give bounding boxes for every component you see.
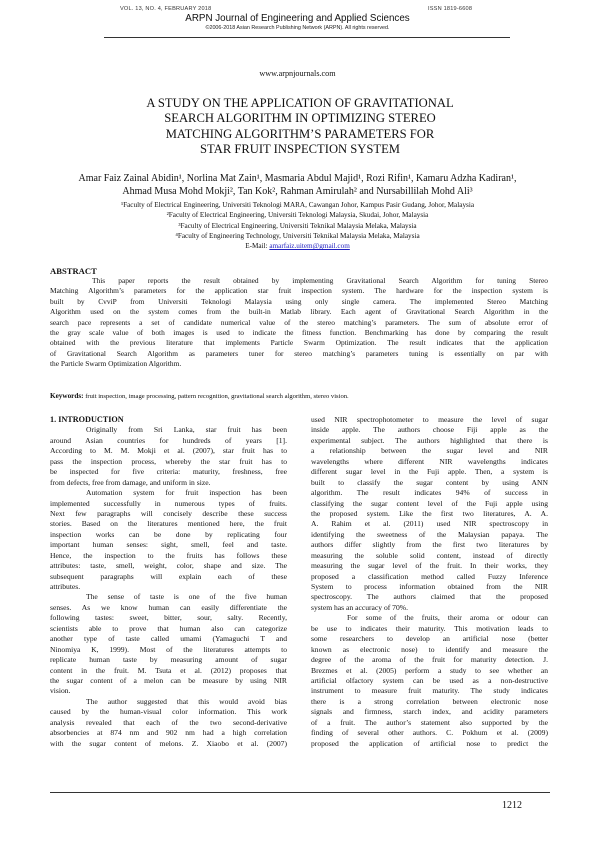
text-line: wavelengths where different NIR wavelengths indicates [311, 456, 548, 466]
text-line: Brezmes et al. (2005) perform a study to see whether an [311, 665, 548, 675]
email-link[interactable]: amarfaiz.uitem@gmail.com [269, 242, 350, 251]
text-line: Originally from Sri Lanka, star fruit has been [86, 425, 287, 435]
abstract-line: obtained with the previous literature that implements Particle Swarm Optimization. The result indicates that the application [50, 338, 548, 348]
affiliation-line: ²Faculty of Electrical Engineering, Universiti Teknologi Malaysia, Skudai, Johor, Malaysia [166, 211, 429, 220]
affiliation-line: ¹Faculty of Electrical Engineering, Universiti Teknologi MARA, Cawangan Johor, Kampus Pasir Gudang, Johor, Malaysia [120, 201, 475, 209]
abstract-line: Matching Algorithm’s parameters for the application star fruit inspection system. The hardware for the inspection system is [50, 286, 548, 296]
footer-divider [50, 792, 550, 793]
title-line: STAR FRUIT INSPECTION SYSTEM [200, 142, 400, 157]
copyright-notice: ©2006-2018 Asian Research Publishing Network (ARPN). All rights reserved. [205, 25, 390, 31]
text-line: For some of the fruits, their aroma or odour can [347, 613, 548, 623]
text-line: Ninomiya K, 1999). Most of the literatures attempts to [50, 644, 287, 654]
title-line: A STUDY ON THE APPLICATION OF GRAVITATIONAL [146, 96, 454, 110]
text-line: experimental subject. The authors highlighted that there is [311, 435, 548, 445]
text-line: measuring the sugar level of the fruit. In their works, they [311, 561, 548, 571]
text-line: scientists able to prove that human also can categorize [50, 623, 287, 633]
text-line: artificial olfactory system can be used as a non-destructive [311, 675, 548, 685]
text-line: some researchers to develop an artificial nose (better [311, 634, 548, 644]
text-line: classifying the sugar content level of the Fuji apple using [311, 498, 548, 508]
abstract-line: the Particle Swarm Optimization Algorithm. [50, 359, 182, 369]
text-line: the sugar content of a melon can be measure by using NIR [50, 675, 287, 685]
text-line: a relationship between the sugar level and NIR [311, 446, 548, 456]
text-line: According to M. M. Mokji et al. (2007), star fruit has to [50, 446, 287, 456]
abstract-heading: ABSTRACT [50, 266, 97, 276]
text-line: The sense of taste is one of the five human [86, 592, 287, 602]
text-line: identifying the sweetness of the Malaysian papaya. The [311, 529, 548, 539]
text-line: Automation system for fruit inspection has been [86, 488, 287, 498]
email-label: E-Mail: [245, 242, 270, 251]
text-line: senses. As we know human can easily differentiate the [50, 602, 287, 612]
keywords [50, 392, 349, 400]
text-line: inspection works can be done by replicating four [50, 529, 287, 539]
text-line: of a fruit. The author’s statement also supported by the [311, 717, 548, 727]
text-line: inside apple. The authors choose Fiji apple as the [311, 425, 548, 435]
text-line: different sugar level in the Fuji apple. Then, a system is [311, 467, 548, 477]
text-line: important human senses: sight, smell, feel and taste. [50, 540, 287, 550]
text-line: pass the inspection process, whereby the star fruit has to [50, 456, 287, 466]
text-line: measuring the soluble solid content, instead of directly [311, 550, 548, 560]
text-line: System to process information obtained from the NIR [311, 582, 548, 591]
page-number: 1212 [502, 800, 522, 811]
text-line: from defects, free from damage, and uniform in size. [50, 477, 211, 487]
text-line: absorbencies at 874 nm and 902 nm had a high correlation [50, 728, 287, 738]
text-line: the proposed system. Like the first two literatures, A. A. [311, 508, 548, 518]
text-line: Hence, the inspection to the fruits has follows these [50, 550, 287, 560]
text-line: with the sugar content of melons. Z. Xiaobo et al. (2007) [50, 738, 287, 748]
abstract-line: built by CvviP from Universiti Teknologi Malaysia using only single camera. The implemented Stereo Matching [50, 296, 548, 306]
text-line: The author suggested that this would avoid bias [86, 696, 287, 706]
affiliation-line: ⁴Faculty of Engineering Technology, Universiti Teknikal Malaysia Melaka, Malaysia [175, 231, 420, 240]
text-line: stories. Based on the literatures mentioned here, the fruit [50, 519, 287, 529]
text-line: proposed the application of artificial nose to predict the [311, 738, 548, 748]
text-line: analysis revealed that each of the two second-derivative [50, 717, 287, 727]
text-line: proposed a classification method called Fuzzy Inference [311, 571, 548, 581]
text-line: degree of the aroma of the fruit for maturity detection. J. [311, 655, 548, 665]
affiliation-line: ³Faculty of Electrical Engineering, Universiti Teknikal Malaysia Melaka, Malaysia [178, 221, 417, 230]
left-column [50, 415, 287, 749]
abstract-line: Algorithm used on the system comes from the built-in Matlab library. Each agent of Gravitational Search Algorithm in the [50, 307, 548, 317]
text-line: be use to indicates their maturity. This motivation leads to [311, 623, 548, 633]
abstract-line: search pace represents a set of candidate numerical value of the stereo matching’s parameters. The sum of absolute error of [50, 317, 548, 327]
keywords-label: Keywords: [50, 392, 84, 400]
journal-name: ARPN Journal of Engineering and Applied Sciences [185, 13, 410, 24]
text-line: signals and firmness, starch index, and acidity parameters [311, 707, 548, 717]
issn: ISSN 1819-6608 [428, 6, 473, 12]
text-line: built to classify the sugar content by using ANN [311, 477, 548, 487]
section-heading-introduction: 1. INTRODUCTION [50, 415, 124, 424]
affiliations [15, 200, 580, 251]
author-line: Ahmad Musa Mohd Mokji², Tan Kok², Rahman Amirulah² and Nursabillilah Mohd Ali³ [122, 186, 473, 198]
text-line: subsequent paragraphs will explain each of these [50, 571, 287, 581]
journal-website[interactable]: www.arpnjournals.com [259, 69, 336, 78]
text-line: used NIR spectrophotometer to measure the level of sugar [311, 415, 548, 424]
text-line: caused by the human-visual color information. This work [50, 707, 287, 717]
text-line: vision. [50, 686, 71, 696]
text-line: following tastes: sweet, bitter, sour, salty. Recently, [50, 613, 287, 623]
abstract-line: the gray scale value of both images is used to indicate the fitness function. Benchmarking has done by comparing the result [50, 328, 548, 338]
author-line: Amar Faiz Zainal Abidin¹, Norlina Mat Zain¹, Masmaria Abdul Majid¹, Rozi Rifin¹, Kamaru Adzha Kadiran¹, [78, 173, 517, 184]
text-line: around Asian countries for hundreds of years [1]. [50, 435, 287, 445]
text-line: implemented successfully in numerous types of fruits. [50, 498, 287, 508]
text-line: system has an accuracy of 70%. [311, 602, 408, 612]
text-line: A. Rahim et al. (2011) used NIR spectroscopy in [311, 519, 548, 529]
text-line: spectroscopy. The authors claimed that the proposed [311, 592, 548, 602]
abstract-body [50, 276, 548, 370]
title-line: MATCHING ALGORITHM’S PARAMETERS FOR [165, 126, 435, 141]
header-divider [104, 37, 510, 38]
text-line: instrument to measure fruit maturity. The study indicates [311, 686, 548, 696]
email-line [15, 241, 580, 251]
text-line: content in the fruit. M. Tsuta et al. (2012) proposes that [50, 665, 287, 675]
text-line: attributes. [50, 582, 81, 591]
volume-info: VOL. 13, NO. 4, FEBRUARY 2018 [120, 6, 212, 12]
author-list [15, 172, 580, 199]
abstract-line: This paper reports the result obtained by implementing Gravitational Search Algorithm for tuning Stereo [92, 276, 548, 285]
text-line: attributes: taste, smell, weight, color, shape and size. The [50, 561, 287, 571]
text-line: known as electronic nose) to identify and measure the [311, 644, 548, 654]
paper-title [100, 96, 500, 158]
text-line: replicate human taste by measuring amount of sugar [50, 655, 287, 665]
keywords-text: fruit inspection, image processing, pattern recognition, gravitational search algorithm, stereo vision. [83, 393, 349, 400]
text-line: another type of taste called umami (Yamaguchi T and [50, 634, 287, 644]
text-line: be inspected for five criteria: maturity, freshness, free [50, 467, 287, 477]
text-line: Next few paragraphs will concisely describe these success [50, 508, 287, 518]
title-line: SEARCH ALGORITHM IN OPTIMIZING STEREO [164, 111, 436, 126]
text-line: finding of several other authors. C. Pokhum et al. (2009) [311, 728, 548, 738]
text-line: algorithm. The result indicates 94% of success in [311, 488, 548, 498]
right-column [311, 415, 548, 749]
text-line: authors differ slightly from the first two literatures by [311, 540, 548, 550]
text-line: there is a strong correlation between electronic nose [311, 696, 548, 706]
abstract-line: of Gravitational Search Algorithm as parameters tuner for stereo matching’s parameters tuning is essentially on par with [50, 348, 548, 358]
